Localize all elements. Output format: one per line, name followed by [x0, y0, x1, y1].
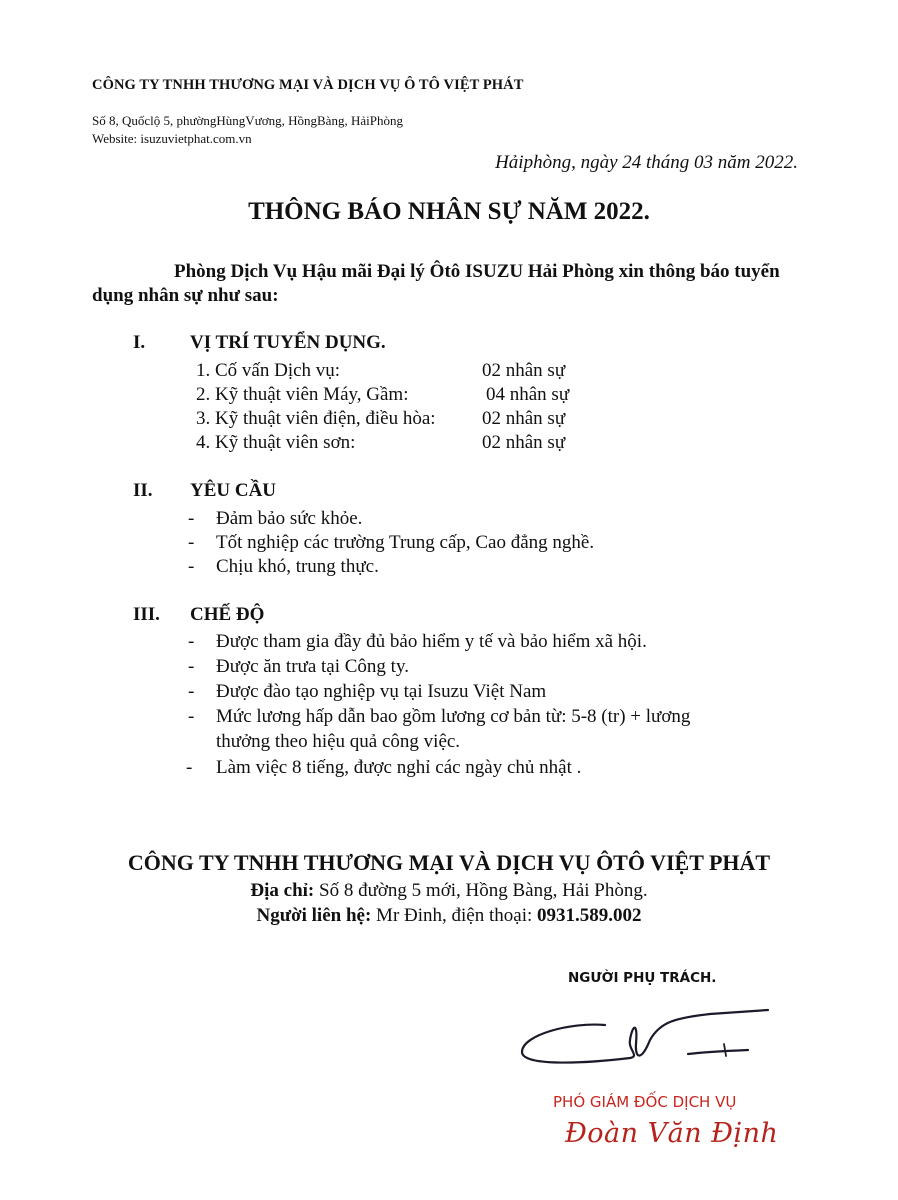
requirement-item: Chịu khó, trung thực. — [216, 556, 379, 577]
section-title: VỊ TRÍ TUYỂN DỤNG. — [190, 332, 386, 353]
company-address: Số 8, Quốclộ 5, phườngHùngVương, HồngBàng, HảiPhòng — [92, 113, 403, 128]
section-number: I. — [133, 332, 146, 353]
contact-label: Người liên hệ: — [256, 905, 372, 926]
document-date: Hảiphòng, ngày 24 tháng 03 năm 2022. — [495, 152, 798, 173]
bullet-dash: - — [188, 681, 195, 702]
position-quantity: 02 nhân sự — [482, 408, 566, 429]
bullet-dash: - — [186, 757, 193, 778]
benefit-item-continuation: thưởng theo hiệu quả công việc. — [216, 731, 461, 752]
footer-company: CÔNG TY TNHH THƯƠNG MẠI VÀ DỊCH VỤ ÔTÔ VIỆT PHÁT — [127, 850, 771, 875]
company-header: CÔNG TY TNHH THƯƠNG MẠI VÀ DỊCH VỤ Ô TÔ VIỆT PHÁT — [92, 77, 524, 93]
requirement-item: Tốt nghiệp các trường Trung cấp, Cao đẳng nghề. — [216, 532, 595, 553]
section-title: CHẾ ĐỘ — [190, 604, 265, 625]
requirement-item: Đảm bảo sức khỏe. — [216, 508, 363, 529]
footer-contact — [0, 905, 898, 927]
intro-paragraph: Phòng Dịch Vụ Hậu mãi Đại lý Ôtô ISUZU Hải Phòng xin thông báo tuyển dụng nhân sự như sau: — [92, 261, 780, 306]
position-item: 2. Kỹ thuật viên Máy, Gầm: — [196, 384, 409, 405]
bullet-dash: - — [188, 706, 195, 727]
position-item: 4. Kỹ thuật viên sơn: — [196, 432, 356, 453]
position-item: 1. Cố vấn Dịch vụ: — [196, 360, 341, 381]
position-quantity: 02 nhân sự — [482, 360, 566, 381]
footer-address — [0, 880, 898, 902]
document-title: THÔNG BÁO NHÂN SỰ NĂM 2022. — [248, 198, 650, 225]
position-quantity: 02 nhân sự — [482, 432, 566, 453]
bullet-dash: - — [188, 532, 195, 553]
section-number: II. — [133, 480, 153, 501]
benefit-item: Mức lương hấp dẫn bao gồm lương cơ bản từ: 5-8 (tr) + lương — [216, 706, 691, 727]
stamp-position: PHÓ GIÁM ĐỐC DỊCH VỤ — [553, 1093, 737, 1111]
bullet-dash: - — [188, 508, 195, 529]
benefit-item: Được đào tạo nghiệp vụ tại Isuzu Việt Nam — [216, 681, 547, 702]
address-label: Địa chỉ: — [250, 880, 315, 901]
benefit-item: Được tham gia đầy đủ bảo hiểm y tế và bảo hiểm xã hội. — [216, 631, 647, 652]
company-website: Website: isuzuvietphat.com.vn — [92, 131, 252, 146]
section-title: YÊU CẦU — [190, 480, 277, 501]
responsible-label: NGƯỜI PHỤ TRÁCH. — [568, 970, 717, 986]
contact-value: Mr Đinh, điện thoại: — [371, 905, 537, 926]
position-item: 3. Kỹ thuật viên điện, điều hòa: — [196, 408, 436, 429]
bullet-dash: - — [188, 656, 195, 677]
signature-icon — [510, 1000, 770, 1090]
stamp-name: Đoàn Văn Định — [565, 1118, 779, 1149]
bullet-dash: - — [188, 631, 195, 652]
benefit-item: Làm việc 8 tiếng, được nghỉ các ngày chủ nhật . — [216, 757, 582, 778]
position-quantity: 04 nhân sự — [486, 384, 570, 405]
address-value: Số 8 đường 5 mới, Hồng Bàng, Hải Phòng. — [314, 880, 648, 901]
section-number: III. — [133, 604, 160, 625]
contact-phone: 0931.589.002 — [537, 905, 642, 926]
bullet-dash: - — [188, 556, 195, 577]
benefit-item: Được ăn trưa tại Công ty. — [216, 656, 409, 677]
